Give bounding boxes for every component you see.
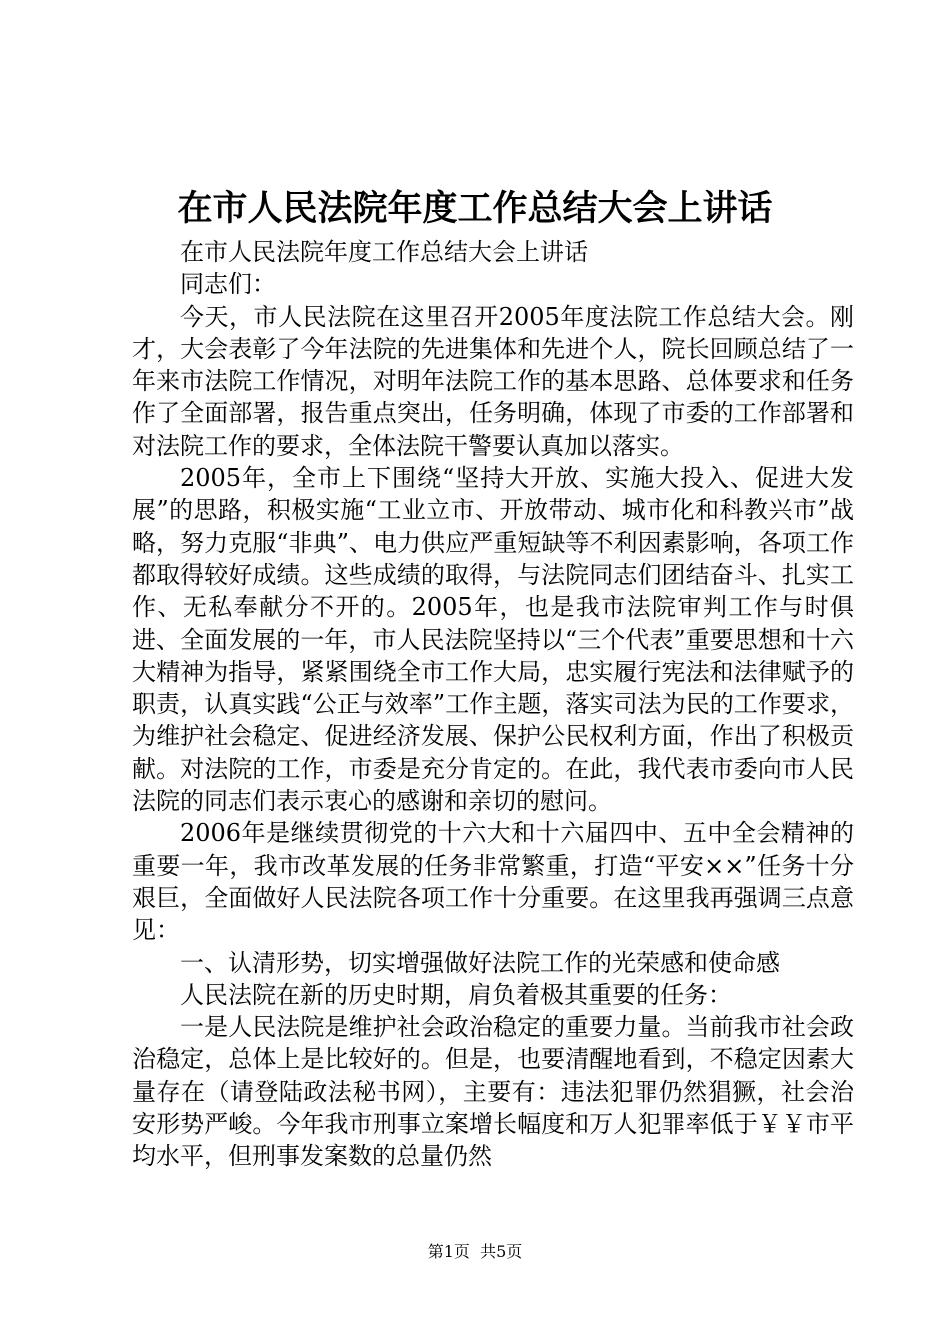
section-heading: 一、认清形势，切实增强做好法院工作的光荣感和使命感: [180, 948, 780, 977]
body-paragraph: 今天，市人民法院在这里召开2005年度法院工作总结大会。刚才，大会表彰了今年法院的先进集体和先进个人，院长回顾总结了一年来市法院工作情况，对明年法院工作的基本思路、总体要求和任务作了全面部署，报告重点突出，任务明确，体现了市委的工作部署和对法院工作的要求，全体法院干警要认真加以落实。: [132, 302, 854, 460]
document-body: [132, 236, 854, 1173]
page-footer: 第1页 共5页: [427, 1242, 523, 1261]
salutation-paragraph: 同志们：: [180, 270, 276, 299]
subtitle-paragraph: 在市人民法院年度工作总结大会上讲话: [180, 238, 588, 266]
document-title: 在市人民法院年度工作总结大会上讲话: [177, 188, 773, 229]
body-paragraph: 一是人民法院是维护社会政治稳定的重要力量。当前我市社会政治稳定，总体上是比较好的。但是，也要清醒地看到，不稳定因素大量存在（请登陆政法秘书网），主要有：违法犯罪仍然猖獗，社会治安形势严峻。今年我市刑事立案增长幅度和万人犯罪率低于￥￥市平均水平，但刑事发案数的总量仍然: [132, 1013, 854, 1171]
body-paragraph: 2005年，全市上下围绕“坚持大开放、实施大投入、促进大发展”的思路，积极实施“工业立市、开放带动、城市化和科教兴市”战略，努力克服“非典”、电力供应严重短缺等不利因素影响，各项工作都取得较好成绩。这些成绩的取得，与法院同志们团结奋斗、扎实工作、无私奉献分不开的。2005年，也是我市法院审判工作与时俱进、全面发展的一年，市人民法院坚持以“三个代表”重要思想和十六大精神为指导，紧紧围绕全市工作大局，忠实履行宪法和法律赋予的职责，认真实践“公正与效率”工作主题，落实司法为民的工作要求，为维护社会稳定、促进经济发展、保护公民权利方面，作出了积极贡献。对法院的工作，市委是充分肯定的。在此，我代表市委向市人民法院的同志们表示衷心的感谢和亲切的慰问。: [132, 464, 854, 816]
body-paragraph: 2006年是继续贯彻党的十六大和十六届四中、五中全会精神的重要一年，我市改革发展的任务非常繁重，打造“平安××”任务十分艰巨，全面做好人民法院各项工作十分重要。在这里我再强调三点意见：: [132, 819, 854, 945]
body-paragraph: 人民法院在新的历史时期，肩负着极其重要的任务：: [180, 980, 732, 1009]
